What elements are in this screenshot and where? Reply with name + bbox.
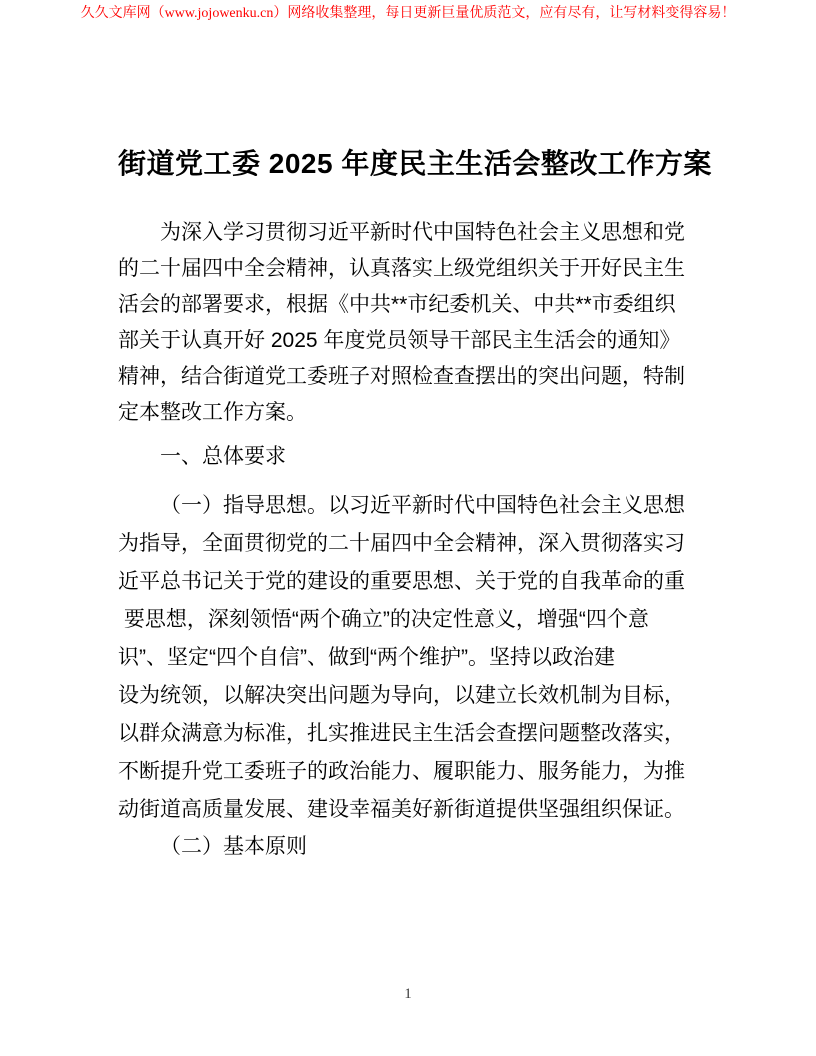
text-line: 以群众满意为标准，扎实推进民主生活会查摆问题整改落实， bbox=[118, 722, 685, 745]
text-line: 动街道高质量发展、建设幸福美好新街道提供坚强组织保证。 bbox=[118, 798, 685, 821]
document-title: 街道党工委 2025 年度民主生活会整改工作方案 bbox=[118, 148, 712, 179]
text-line: 近平总书记关于党的建设的重要思想、关于党的自我革命的重 bbox=[118, 570, 685, 593]
text-line: 要思想，深刻领悟“两个确立”的决定性意义，增强“四个意 bbox=[118, 608, 649, 631]
text-line: 活会的部署要求，根据《中共**市纪委机关、中共**市委组织 bbox=[118, 293, 676, 316]
text-line: 部关于认真开好 2025 年度党员领导干部民主生活会的通知》 bbox=[118, 329, 681, 352]
section-heading-overall-requirements: 一、总体要求 bbox=[160, 445, 286, 468]
paragraph-intro bbox=[118, 215, 698, 431]
watermark-header-notice: 久久文库网（www.jojowenku.cn）网络收集整理，每日更新巨量优质范文，应有尽有，让写材料变得容易！ bbox=[80, 6, 736, 21]
text-line: 设为统领，以解决突出问题为导向，以建立长效机制为目标， bbox=[118, 684, 685, 707]
document-body bbox=[118, 215, 698, 865]
text-line: 为深入学习贯彻习近平新时代中国特色社会主义思想和党 bbox=[160, 221, 685, 244]
page-number: 1 bbox=[404, 986, 412, 1002]
text-line: 定本整改工作方案。 bbox=[118, 401, 307, 424]
section-heading-basic-principles: （二）基本原则 bbox=[160, 835, 307, 858]
text-line: 的二十届四中全会精神，认真落实上级党组织关于开好民主生 bbox=[118, 257, 685, 280]
text-line: （一）指导思想。以习近平新时代中国特色社会主义思想 bbox=[160, 494, 685, 517]
paragraph-guiding-ideology bbox=[118, 487, 698, 829]
text-line: 识”、坚定“四个自信”、做到“两个维护”。坚持以政治建 bbox=[118, 646, 615, 669]
text-line: 为指导，全面贯彻党的二十届四中全会精神，深入贯彻落实习 bbox=[118, 532, 685, 555]
text-line: 不断提升党工委班子的政治能力、履职能力、服务能力，为推 bbox=[118, 760, 685, 783]
text-line: 精神，结合街道党工委班子对照检查查摆出的突出问题，特制 bbox=[118, 365, 685, 388]
